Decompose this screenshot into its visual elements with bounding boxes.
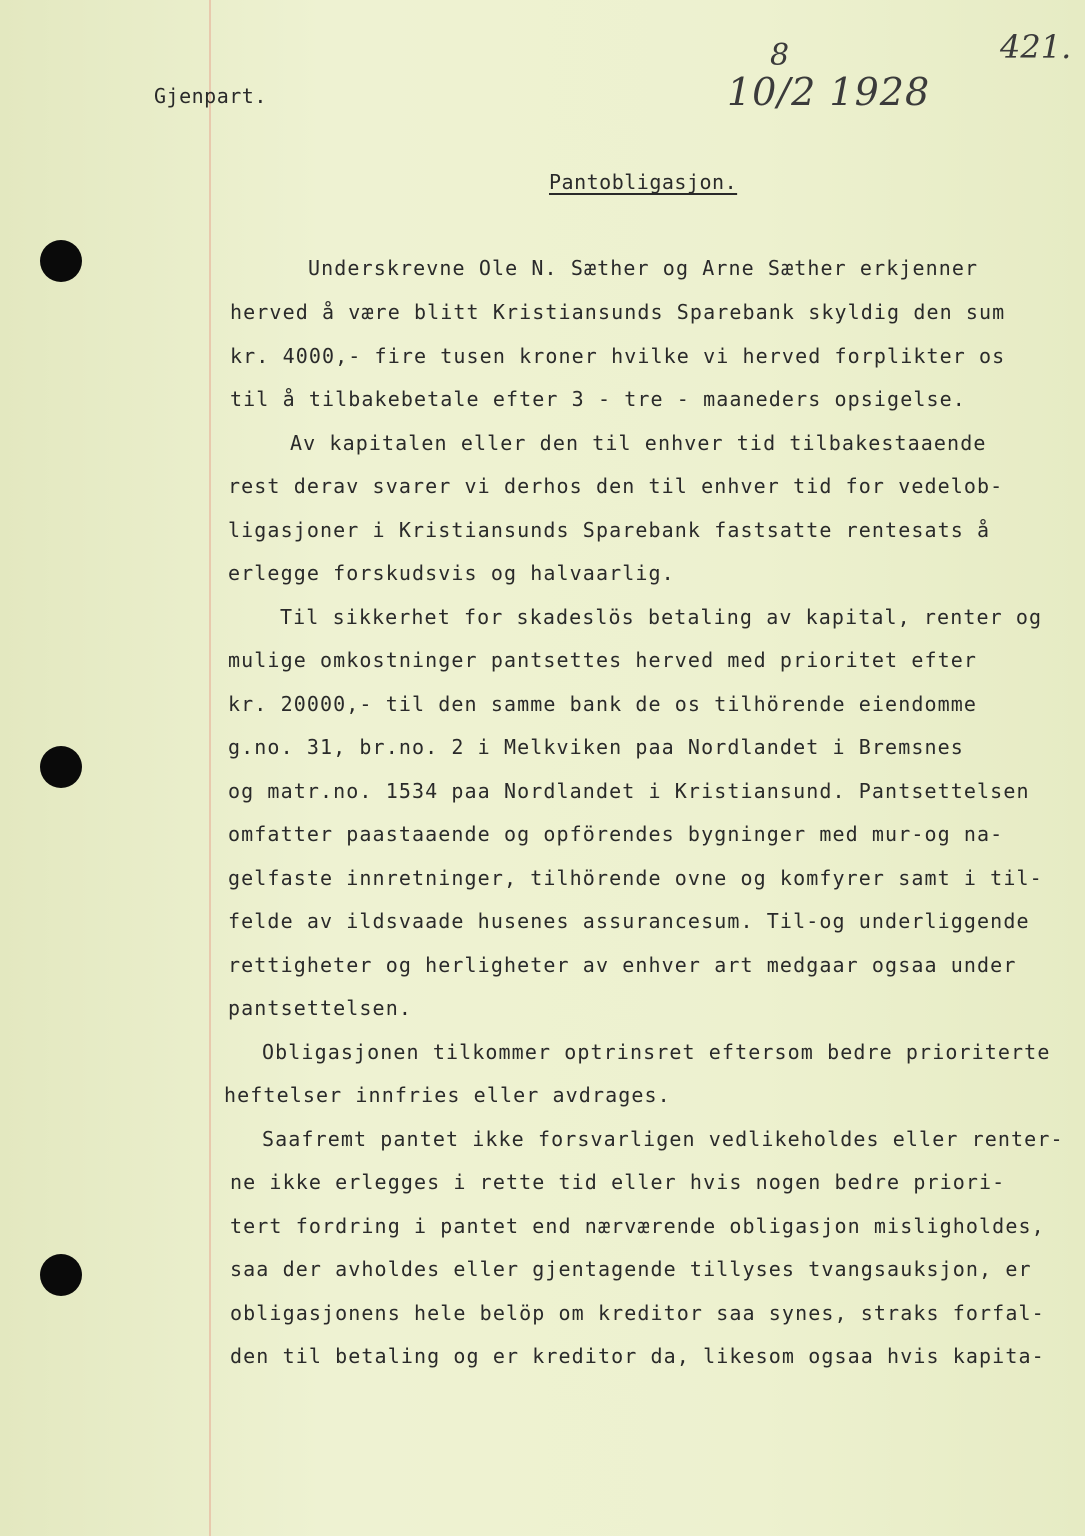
- body-line: rettigheter og herligheter av enhver art medgaar ogsaa under: [228, 953, 1017, 977]
- document-title: [549, 170, 737, 194]
- body-line: Saafremt pantet ikke forsvarligen vedlikeholdes eller renter-: [262, 1127, 1064, 1151]
- body-line: felde av ildsvaade husenes assurancesum. Til-og underliggende: [228, 909, 1030, 933]
- body-line: tert fordring i pantet end nærværende obligasjon misligholdes,: [230, 1214, 1045, 1238]
- body-line: mulige omkostninger pantsettes herved med prioritet efter: [228, 648, 978, 672]
- page-number: 421.: [1000, 28, 1072, 66]
- body-line: heftelser innfries eller avdrages.: [224, 1083, 671, 1107]
- punch-hole-bottom: [40, 1254, 82, 1296]
- body-line: Underskrevne Ole N. Sæther og Arne Sæther erkjenner: [308, 256, 979, 280]
- body-line: gelfaste innretninger, tilhörende ovne og komfyrer samt i til-: [228, 866, 1043, 890]
- margin-line: [209, 0, 211, 1536]
- body-line: den til betaling og er kreditor da, likesom ogsaa hvis kapita-: [230, 1344, 1045, 1368]
- body-line: g.no. 31, br.no. 2 i Melkviken paa Nordlandet i Bremsnes: [228, 735, 964, 759]
- body-line: Obligasjonen tilkommer optrinsret eftersom bedre prioriterte: [262, 1040, 1051, 1064]
- body-line: til å tilbakebetale efter 3 - tre - maaneders opsigelse.: [230, 387, 966, 411]
- handwritten-date: 10/2 1928: [727, 70, 931, 114]
- punch-hole-middle: [40, 746, 82, 788]
- body-line: erlegge forskudsvis og halvaarlig.: [228, 561, 675, 585]
- body-line: ne ikke erlegges i rette tid eller hvis nogen bedre priori-: [230, 1170, 1006, 1194]
- body-line: herved å være blitt Kristiansunds Sparebank skyldig den sum: [230, 300, 1006, 324]
- body-line: omfatter paastaaende og opförendes bygninger med mur-og na-: [228, 822, 1004, 846]
- body-line: rest derav svarer vi derhos den til enhver tid for vedelob-: [228, 474, 1004, 498]
- body-line: pantsettelsen.: [228, 996, 412, 1020]
- body-line: ligasjoner i Kristiansunds Sparebank fastsatte rentesats å: [228, 518, 991, 542]
- handwritten-number: 8: [770, 38, 790, 73]
- copy-label: Gjenpart.: [154, 84, 267, 108]
- body-line: saa der avholdes eller gjentagende tillyses tvangsauksjon, er: [230, 1257, 1032, 1281]
- body-line: kr. 4000,- fire tusen kroner hvilke vi herved forplikter os: [230, 344, 1006, 368]
- body-line: Av kapitalen eller den til enhver tid tilbakestaaende: [290, 431, 987, 455]
- body-line: Til sikkerhet for skadeslös betaling av kapital, renter og: [280, 605, 1043, 629]
- document-title-text: Pantobligasjon.: [549, 170, 738, 194]
- body-line: og matr.no. 1534 paa Nordlandet i Kristiansund. Pantsettelsen: [228, 779, 1030, 803]
- punch-hole-top: [40, 240, 82, 282]
- body-line: kr. 20000,- til den samme bank de os tilhörende eiendomme: [228, 692, 978, 716]
- body-line: obligasjonens hele belöp om kreditor saa synes, straks forfal-: [230, 1301, 1045, 1325]
